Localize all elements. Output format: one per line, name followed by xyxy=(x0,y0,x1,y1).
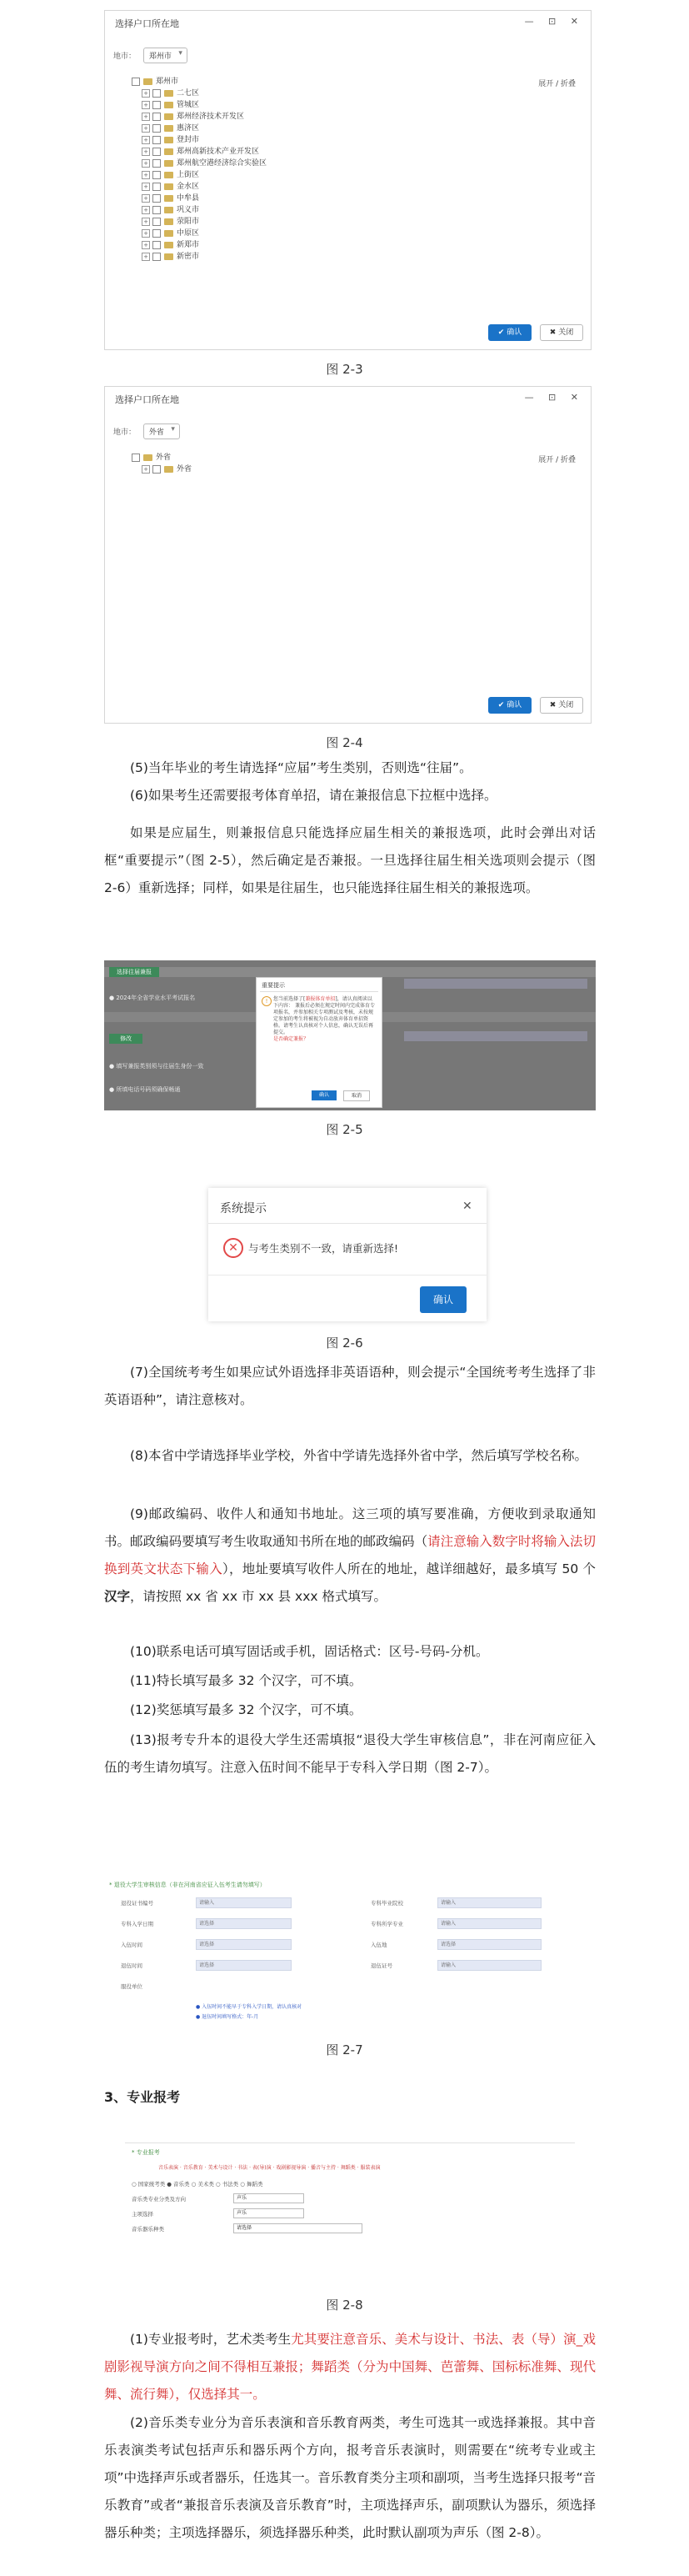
folder-icon xyxy=(164,102,173,108)
tree-item-label: 荥阳市 xyxy=(177,218,200,226)
tree-item-label: 郑州航空港经济综合实验区 xyxy=(177,159,267,168)
error-icon: ✕ xyxy=(223,1238,243,1258)
expand-icon[interactable]: + xyxy=(142,124,150,133)
dialog-title: 选择户口所在地 xyxy=(115,394,179,405)
folder-icon xyxy=(164,137,173,143)
tree-item[interactable] xyxy=(142,123,267,134)
caption-2-5: 图 2-5 xyxy=(326,1122,363,1137)
bg-text-2: ● 填写兼报类别须与往届生身份一致 xyxy=(109,1063,204,1070)
close-icon[interactable]: ✕ xyxy=(462,1200,472,1213)
field-label: 入伍地 xyxy=(371,1942,387,1948)
modal-title: 重要提示 xyxy=(262,982,285,989)
category-radio-row[interactable]: ○ 国家统考类 ● 音乐类 ○ 美术类 ○ 书法类 ○ 舞蹈类 xyxy=(132,2181,263,2188)
paragraph-yingjie: 如果是应届生，则兼报信息只能选择应届生相关的兼报选项，此时会弹出对话框“重要提示”（图 2-5），然后确定是否兼报。一旦选择往届生相关选项则会提示（图 2-6）重新选择；同样，如果是往届生，也只能选择往届生相关的兼报选项。 xyxy=(104,825,596,895)
paragraph-9: (9)邮政编码、收件人和通知书地址。这三项的填写要准确，方便收到录取通知书。邮政编码要填写考生收取通知书所在地的邮政编码（请注意输入数字时将输入法切换到英文状态下输入），地址要填写收件人所在的地址，越详细越好，最多填写 50 个汉字，请按照 xx 省 xx 市 xx 县 xxx 格式填写。 xyxy=(104,1506,596,1604)
expand-icon[interactable]: + xyxy=(142,229,150,238)
confirm-button[interactable]: 确认 xyxy=(420,1286,467,1313)
paragraph-11: (11)特长填写最多 32 个汉字，可不填。 xyxy=(130,1673,362,1688)
dialog-title: 选择户口所在地 xyxy=(115,18,179,29)
folder-icon xyxy=(164,113,173,120)
close-button[interactable]: ✖ 关闭 xyxy=(540,697,583,714)
confirm-button[interactable]: ✔ 确认 xyxy=(488,697,532,714)
expand-icon[interactable]: + xyxy=(142,113,150,121)
modal-body: 您当前选择了[兼报体育单招]，请认真阅读以下内容： 兼报后必须在规定时间内完成体育专项报名，并参加相关专项测试及考核，未按规定参加的考生将被视为自动放弃体育单招资格。请考生认真核对个人信息，确认无误后再提交。 是否确定兼报？ xyxy=(273,996,375,1042)
checkbox-icon[interactable] xyxy=(152,241,161,249)
checkbox-icon[interactable] xyxy=(132,454,140,462)
window-controls-icon[interactable]: — ⊡ ✕ xyxy=(524,392,584,403)
field-label: 专科入学日期 xyxy=(121,1921,153,1927)
bg-button-1: 选择往届兼报 xyxy=(109,967,159,977)
tree-item[interactable] xyxy=(142,251,267,263)
caption-2-8: 图 2-8 xyxy=(326,2298,363,2313)
field-input[interactable]: 请选择 xyxy=(196,1918,292,1929)
checkbox-icon[interactable] xyxy=(152,183,161,191)
form-header: * 专业报考 xyxy=(132,2149,160,2156)
expand-icon[interactable]: + xyxy=(142,101,150,109)
expand-icon[interactable]: + xyxy=(142,194,150,203)
tree-item[interactable] xyxy=(142,169,267,181)
tree-item[interactable] xyxy=(142,239,267,251)
folder-icon xyxy=(164,242,173,248)
tree-item-label: 中牟县 xyxy=(177,194,200,203)
caption-2-7: 图 2-7 xyxy=(326,2042,363,2057)
tree-children xyxy=(132,464,192,475)
tree-item-label: 管城区 xyxy=(177,101,200,109)
tree-children xyxy=(132,88,267,263)
field-input[interactable]: 请输入 xyxy=(196,1897,292,1908)
field-label: 退役证书编号 xyxy=(121,1900,153,1907)
checkbox-icon[interactable] xyxy=(152,113,161,121)
dialog-title: 系统提示 xyxy=(220,1202,267,1215)
expand-icon[interactable]: + xyxy=(142,148,150,156)
field-label: 专科所学专业 xyxy=(371,1921,403,1927)
caption-2-4: 图 2-4 xyxy=(326,735,363,750)
major-tags: 音乐表演 · 音乐教育 · 美术与设计 · 书法 · 表(导)演 · 戏剧影视导演 · 播音与主持 · 舞蹈类 · 服装表演 xyxy=(158,2165,381,2171)
checkbox-icon[interactable] xyxy=(152,89,161,98)
checkbox-icon[interactable] xyxy=(152,124,161,133)
close-button[interactable]: ✖ 关闭 xyxy=(540,324,583,341)
region-row xyxy=(113,423,180,439)
tree-item-label: 金水区 xyxy=(177,183,200,191)
window-controls-icon[interactable]: — ⊡ ✕ xyxy=(524,16,584,27)
field-input[interactable]: 请选择 xyxy=(196,1939,292,1950)
expand-collapse-link[interactable]: 展开 / 折叠 xyxy=(538,80,576,88)
checkbox-icon[interactable] xyxy=(152,148,161,156)
paragraph-5: (5)当年毕业的考生请选择“应届”考生类别，否则选“往届”。 xyxy=(130,760,472,775)
folder-icon xyxy=(143,454,152,461)
paragraph-12: (12)奖惩填写最多 32 个汉字，可不填。 xyxy=(130,1702,362,1717)
modal-confirm-button[interactable]: 确认 xyxy=(312,1090,337,1100)
tree-root[interactable] xyxy=(132,452,192,464)
region-label: 地市： xyxy=(113,428,137,437)
expand-icon[interactable]: + xyxy=(142,218,150,226)
screenshot-2-5 xyxy=(104,960,596,1110)
veteran-info-form xyxy=(104,1879,587,2025)
field-label: 入伍时间 xyxy=(121,1942,142,1948)
tree-root-label: 郑州市 xyxy=(156,78,179,86)
tree-item[interactable] xyxy=(142,88,267,99)
tree-item-label: 巩义市 xyxy=(177,206,200,214)
tree-root-label: 外省 xyxy=(156,454,172,462)
folder-icon xyxy=(143,78,152,85)
expand-icon[interactable]: + xyxy=(142,171,150,179)
caption-2-3: 图 2-3 xyxy=(326,362,363,377)
field-label: 退伍时间 xyxy=(121,1962,142,1969)
tree-item-label: 外省 xyxy=(177,465,192,474)
location-tree xyxy=(132,76,267,263)
checkbox-icon[interactable] xyxy=(152,253,161,261)
folder-icon xyxy=(164,466,173,473)
folder-icon xyxy=(164,218,173,225)
paragraph-6: (6)如果考生还需要报考体育单招，请在兼报信息下拉框中选择。 xyxy=(130,788,497,803)
bg-button-2: 修改 xyxy=(109,1034,142,1044)
tree-item[interactable] xyxy=(142,111,267,123)
expand-icon[interactable]: + xyxy=(142,206,150,214)
tree-item-label: 上街区 xyxy=(177,171,200,179)
important-notice-modal xyxy=(256,977,382,1108)
bg-text-1: ● 2024年全省学业水平考试报名 xyxy=(109,995,196,1001)
folder-icon xyxy=(164,195,173,202)
paragraph-major-1: (1)专业报考时，艺术类考生尤其要注意音乐、美术与设计、书法、表（导）演_戏剧影视导演方向之间不得相互兼报；舞蹈类（分为中国舞、芭蕾舞、国标标准舞、现代舞、流行舞），仅选择其一。 xyxy=(104,2332,596,2402)
paragraph-8: (8)本省中学请选择毕业学校，外省中学请先选择外省中学，然后填写学校名称。 xyxy=(130,1448,587,1463)
field-label: 服役单位 xyxy=(121,1983,142,1990)
checkbox-icon[interactable] xyxy=(152,194,161,203)
checkbox-icon[interactable] xyxy=(152,136,161,144)
tree-item[interactable] xyxy=(142,228,267,239)
warning-icon: ! xyxy=(262,996,272,1006)
expand-icon[interactable]: + xyxy=(142,136,150,144)
tree-item[interactable] xyxy=(142,193,267,204)
direction-label: 音乐类专业分类及方向 xyxy=(132,2196,186,2203)
checkbox-icon[interactable] xyxy=(132,78,140,86)
expand-icon[interactable]: + xyxy=(142,241,150,249)
checkbox-icon[interactable] xyxy=(152,159,161,168)
checkbox-icon[interactable] xyxy=(152,206,161,214)
location-dialog-2-3 xyxy=(104,10,592,350)
field-label: 专科毕业院校 xyxy=(371,1900,403,1907)
paragraph-10: (10)联系电话可填写固话或手机，固话格式：区号-号码-分机。 xyxy=(130,1644,489,1659)
tree-item-label: 惠济区 xyxy=(177,124,200,133)
tree-item-label: 中原区 xyxy=(177,229,200,238)
instrument-select[interactable]: 请选择 xyxy=(233,2223,362,2233)
folder-icon xyxy=(164,230,173,237)
folder-icon xyxy=(164,90,173,97)
region-select[interactable]: 郑州市 ▾ xyxy=(143,48,187,63)
folder-icon xyxy=(164,172,173,178)
field-input[interactable]: 请选择 xyxy=(196,1960,292,1971)
expand-icon[interactable]: + xyxy=(142,183,150,191)
expand-icon[interactable]: + xyxy=(142,159,150,168)
expand-icon[interactable]: + xyxy=(142,465,150,474)
tree-item[interactable] xyxy=(142,146,267,158)
section-heading: 3、专业报考 xyxy=(104,2089,181,2105)
folder-icon xyxy=(164,160,173,167)
expand-icon[interactable]: + xyxy=(142,253,150,261)
folder-icon xyxy=(164,125,173,132)
instrument-label: 音乐器乐种类 xyxy=(132,2226,164,2233)
region-row xyxy=(113,48,187,63)
tree-root[interactable] xyxy=(132,76,267,88)
tree-item[interactable] xyxy=(142,99,267,111)
modal-cancel-button[interactable]: 取消 xyxy=(343,1090,370,1101)
checkbox-icon[interactable] xyxy=(152,229,161,238)
paragraph-major-2: (2)音乐类专业分为音乐表演和音乐教育两类，考生可选其一或选择兼报。其中音乐表演类考试包括声乐和器乐两个方向，报考音乐表演时，则需要在“统考专业或主项”中选择声乐或者器乐，任选其一。音乐教育类分主项和副项，当考生选择只报考“音乐教育”或者“兼报音乐表演及音乐教育”时，主项选择声乐，副项默认为器乐，须选择器乐种类；主项选择器乐，须选择器乐种类，此时默认副项为声乐（图 2-8）。 xyxy=(104,2415,596,2540)
tree-item-label: 郑州高新技术产业开发区 xyxy=(177,148,260,156)
location-dialog-2-4 xyxy=(104,386,592,724)
folder-icon xyxy=(164,148,173,155)
prompt-message: 与考生类别不一致，请重新选择! xyxy=(248,1242,399,1255)
paragraph-13: (13)报考专升本的退役大学生还需填报“退役大学生审核信息”，非在河南应征入伍的考生请勿填写。注意入伍时间不能早于专科入学日期（图 2-7）。 xyxy=(104,1732,596,1775)
expand-collapse-link[interactable]: 展开 / 折叠 xyxy=(538,456,576,464)
tree-item[interactable] xyxy=(142,134,267,146)
folder-icon xyxy=(164,207,173,213)
main-item-label: 主项选择 xyxy=(132,2211,153,2218)
expand-icon[interactable]: + xyxy=(142,89,150,98)
bg-text-3: ● 所填电话号码须确保畅通 xyxy=(109,1086,181,1093)
tree-item[interactable] xyxy=(142,204,267,216)
form-note-2: ● 退伍时间填写格式：年-月 xyxy=(196,2014,259,2020)
tree-item[interactable] xyxy=(142,158,267,169)
caption-2-6: 图 2-6 xyxy=(326,1336,363,1351)
main-item-select[interactable]: 声乐 xyxy=(233,2208,304,2218)
paragraph-7: (7)全国统考考生如果应试外语选择非英语语种，则会提示“全国统考考生选择了非英语语种”，请注意核对。 xyxy=(104,1365,596,1407)
folder-icon xyxy=(164,253,173,260)
tree-item-label: 新郑市 xyxy=(177,241,200,249)
field-label: 退伍证号 xyxy=(371,1962,392,1969)
tree-item-label: 新密市 xyxy=(177,253,200,261)
form-note: ● 入伍时间不能早于专科入学日期，请认真核对 xyxy=(196,2004,302,2010)
tree-item-label: 登封市 xyxy=(177,136,200,144)
checkbox-icon[interactable] xyxy=(152,171,161,179)
field-input[interactable]: 请输入 xyxy=(437,1960,542,1971)
confirm-button[interactable]: ✔ 确认 xyxy=(488,324,532,341)
tree-item[interactable] xyxy=(142,181,267,193)
field-input[interactable]: 请输入 xyxy=(437,1918,542,1929)
tree-item[interactable] xyxy=(142,216,267,228)
region-select[interactable]: 外省 ▾ xyxy=(143,423,180,439)
region-label: 地市： xyxy=(113,53,137,61)
form-header: * 退役大学生审核信息（非在河南省应征入伍考生请勿填写） xyxy=(109,1882,266,1888)
checkbox-icon[interactable] xyxy=(152,218,161,226)
folder-icon xyxy=(164,183,173,190)
field-input[interactable]: 请选择 xyxy=(437,1939,542,1950)
system-prompt-dialog xyxy=(208,1188,487,1321)
location-tree xyxy=(132,452,192,475)
tree-item[interactable] xyxy=(142,464,192,475)
checkbox-icon[interactable] xyxy=(152,101,161,109)
major-application-form xyxy=(125,2142,575,2281)
field-input[interactable]: 请输入 xyxy=(437,1897,542,1908)
tree-item-label: 郑州经济技术开发区 xyxy=(177,113,245,121)
direction-select[interactable]: 声乐 xyxy=(233,2193,304,2203)
checkbox-icon[interactable] xyxy=(152,465,161,474)
tree-item-label: 二七区 xyxy=(177,89,200,98)
